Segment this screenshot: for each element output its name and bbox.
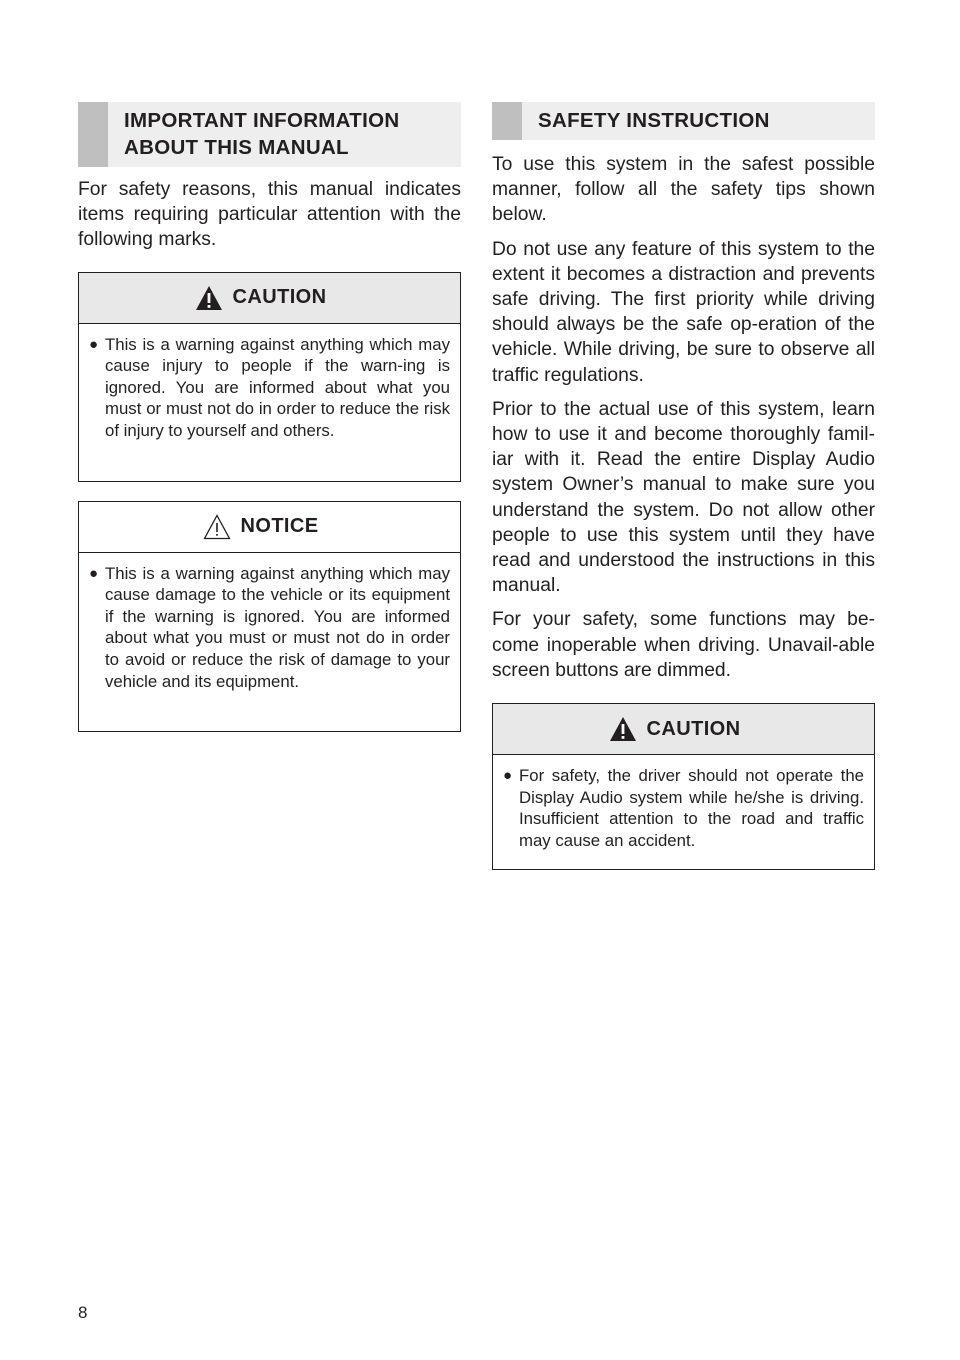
- intro-paragraph: For safety reasons, this manual indicates items requiring particular attention with the following marks.: [78, 179, 461, 251]
- notice-header: [79, 502, 460, 553]
- notice-body: [79, 553, 460, 712]
- caution-header: [79, 273, 460, 324]
- caution-text: This is a warning against anything which may cause injury to people if the warn-ing is ignored. You are informed about what you must or must not do in order to reduce the risk of injury to yourself and others.: [105, 334, 450, 440]
- warning-filled-icon: [609, 716, 637, 742]
- caution-box: [78, 272, 461, 482]
- section-title: IMPORTANT INFORMATION ABOUT THIS MANUAL: [124, 109, 400, 159]
- right-column: [492, 102, 875, 870]
- bullet-icon: ●: [503, 767, 513, 785]
- warning-outline-icon: [203, 514, 231, 540]
- notice-box: [78, 501, 461, 732]
- notice-text: This is a warning against anything which may cause damage to the vehicle or its equipment if the warning is ignored. You are informed about what you must or must not do in order to avoid or reduce the risk of damage to your vehicle and its equipment.: [105, 563, 450, 691]
- safety-paragraph-4: For your safety, some functions may be-come inoperable when driving. Unavail-able screen buttons are dimmed.: [492, 609, 875, 681]
- notice-title: NOTICE: [240, 515, 319, 538]
- caution-text: For safety, the driver should not operate the Display Audio system while he/she is driving. Insufficient attention to the road and traffic may cause an accident.: [519, 766, 864, 850]
- safety-paragraph-1: To use this system in the safest possible manner, follow all the safety tips shown below.: [492, 154, 875, 226]
- section-header-bar: [78, 102, 108, 167]
- bullet-icon: ●: [89, 335, 99, 353]
- caution-header: [493, 704, 874, 755]
- section-title: SAFETY INSTRUCTION: [538, 109, 770, 132]
- page-number: 8: [78, 1303, 88, 1322]
- section-header-important-info: [78, 102, 461, 167]
- caution-body: [493, 755, 874, 870]
- section-header-safety: [492, 102, 875, 140]
- section-header-bar: [492, 102, 522, 140]
- safety-paragraph-3: Prior to the actual use of this system, learn how to use it and become thoroughly famil-iar with it. Read the entire Display Audio system Owner’s manual to make sure you understand the system. Do not allow other people to use this system until they have read and understood the instructions in this manual.: [492, 398, 875, 597]
- caution-title: CAUTION: [232, 286, 327, 309]
- left-column: [78, 102, 461, 732]
- caution-box-driving: [492, 703, 875, 870]
- safety-paragraph-2: Do not use any feature of this system to the extent it becomes a distraction and prevents safe driving. The first priority while driving should always be the safe op-eration of the vehicle. While driving, be sure to observe all traffic regulations.: [492, 238, 875, 386]
- warning-filled-icon: [195, 285, 223, 311]
- bullet-icon: ●: [89, 564, 99, 582]
- caution-title: CAUTION: [646, 717, 741, 740]
- caution-body: [79, 324, 460, 461]
